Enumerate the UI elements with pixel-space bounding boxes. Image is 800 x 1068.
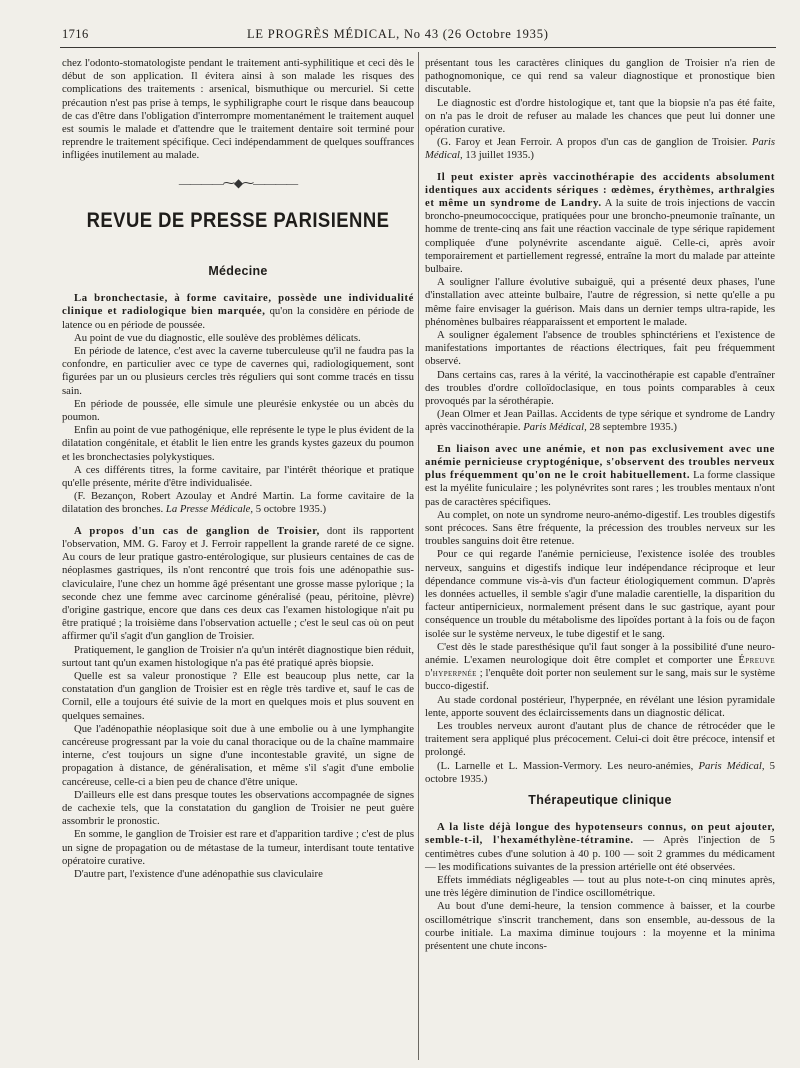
paragraph: Au stade cordonal postérieur, l'hyperpnée, en révélant une lésion pyramidale lente, apporte souvent des éclaircissements dans un diagnostic délicat. [425, 693, 775, 719]
paragraph: Enfin au point de vue pathogénique, elle représente le type le plus évident de la dilatation congénitale, et établit le lien entre les grands kystes gazeux du poumon et les bronchectasies polykystiques. [62, 424, 414, 463]
paragraph: D'ailleurs elle est dans presque toutes les observations accompagnée de signes de cachexie tels, que la constatation du ganglion de Troisier ne peut guère assombrir le pronostic. [62, 788, 414, 828]
paragraph: D'autre part, l'existence d'une adénopathie sus claviculaire [74, 867, 323, 880]
paragraph: Au complet, on note un syndrome neuro-anémo-digestif. Les troubles digestifs sont précoces. Sans être fréquente, la précession des troubles nerveux sur les troubles sanguins doit être retenue. [425, 508, 775, 548]
article-lead: La bronchectasie, à forme cavitaire, possède une individualité clinique et radiologique bien marquée, [62, 292, 414, 318]
paragraph: A souligner également l'absence de troubles sphinctériens et l'existence de manifestations importantes de réactions électriques, fait peu fréquemment observé. [425, 329, 775, 368]
paragraph: A ces différents titres, la forme cavitaire, par l'intérêt théorique et pratique qu'elle présente, mérite d'être individualisée. [62, 463, 414, 490]
paragraph: Au bout d'une demi-heure, la tension commence à baisser, et la courbe oscillométrique s'inscrit tranchement, dans son ensemble, au-dessous de la courbe initiale. La maxima diminue toujours : la moyenne et la minima présentent une chute incons- [425, 900, 775, 952]
paragraph: Quelle est sa valeur pronostique ? Elle est beaucoup plus nette, car la constatation d'un ganglion de Troisier est en règle très tardive et, sauf le cas de Cornil, elle a toujours été suivie de la mort en quelques mois et plus souvent en quelques semaines. [62, 669, 414, 722]
article-lead: En liaison avec une anémie, et non pas exclusivement avec une anémie pernicieuse cryptogénique, s'observent des troubles nerveux plus fréquemment qu'on ne le croit habituellement. [425, 442, 775, 482]
article-paragraph: A propos d'un cas de ganglion de Troisier, dont ils rapportent l'observation, MM. G. Faroy et J. Ferroir rappellent la grande rareté de ce signe. Au cours de leur pratique gastro-entérologique, sur plusieurs centaines de cas de néoplasmes gastriques, ils n'ont rencontré que trois fois une adénopathie sus-claviculaire, l'une chez un homme âgé présentant une grosse masse pylorique ; la seconde chez une femme avec carcinome généralisé (peau, péritoine, plèvre) d'origine gastrique, encore que dans ces deux cas l'examen histologique n'ait pu être pratiqué ; la troisième dans l'observation actuelle ; c'est le seul cas où on peut affirmer qu'il s'agit d'un ganglion de Troisier. [62, 524, 414, 643]
citation: (G. Faroy et Jean Ferroir. A propos d'un cas de ganglion de Troisier. Paris Médical, 13 juillet 1935.) [425, 136, 775, 162]
citation: (Jean Olmer et Jean Paillas. Accidents de type sérique et syndrome de Landry après vaccinothérapie. Paris Médical, 28 septembre 1935.) [425, 408, 775, 434]
paragraph: Le diagnostic est d'ordre histologique et, tant que la biopsie n'a pas été faite, on n'a pas le droit de refuser au malade les chances que peut lui donner une opération curative. [425, 96, 775, 136]
article-lead: A propos d'un cas de ganglion de Troisier, [74, 524, 320, 537]
citation: (L. Larnelle et L. Massion-Vermory. Les neuro-anémies, Paris Médical, 5 octobre 1935.) [425, 759, 775, 785]
page-number: 1716 [62, 27, 89, 41]
paragraph: Au point de vue du diagnostic, elle soulève des problèmes délicats. [74, 331, 361, 344]
article-lead: A la liste déjà longue des hypotenseurs connus, on peut ajouter, semble-t-il, l'hexaméthylène-tétramine. [425, 821, 775, 847]
section-heading: REVUE DE PRESSE PARISIENNE [86, 208, 390, 232]
header-rule [60, 47, 776, 48]
paragraph: Pour ce qui regarde l'anémie pernicieuse, l'existence isolée des troubles nerveux, sanguins et digestifs indique leur indépendance réciproque et leur dépendance commune vis-à-vis d'un facteur étiologiquement commun. D'après les données actuelles, il semble s'agir d'une maladie carentielle, la disparition du facteur antipernicieux, normalement présent dans le suc gastrique, ayant pour conséquence un trouble du métabolisme des lipoïdes portant à la fois ou de façon isolée sur le système nerveux, le tube digestif et le sang. [425, 548, 775, 640]
article-paragraph: Il peut exister après vaccinothérapie des accidents absolument identiques aux accidents sériques : œdèmes, érythèmes, arthralgies et même un syndrome de Landry. A la suite de trois injections de vaccin broncho-pneumococcique, pratiquées pour une broncho-pneumonie traînante, un homme de trente-cinq ans fait une réaction vaccinale de type sérique rapidement compliquée d'une polynévrite ascendante aiguë. Celle-ci, après avoir temporairement et partiellement regressé, entraîne la mort du malade par atteinte bulbaire. [425, 170, 775, 276]
paragraph: En période de latence, c'est avec la caverne tuberculeuse qu'il ne faudra pas la confondre, en particulier avec ce type de cavernes qui, radiologiquement, sont figurées par un ou plusieurs cercles très réguliers qui sont comme tracés en tissu sain. [62, 345, 414, 397]
ornament-divider: ————⁓◆⁓———— [178, 175, 298, 190]
paragraph: En période de poussée, elle simule une pleurésie enkystée ou un abcès du poumon. [62, 397, 414, 424]
article-lead: Il peut exister après vaccinothérapie des accidents absolument identiques aux accidents sériques : œdèmes, érythèmes, arthralgies et même un syndrome de Landry. [425, 170, 775, 210]
subsection-heading: Médecine [208, 264, 268, 279]
paragraph: Effets immédiats négligeables — tout au plus note-t-on cinq minutes après, une très légère diminution de l'indice oscillométrique. [425, 873, 775, 900]
paragraph: A souligner l'allure évolutive subaiguë, qui a présenté deux phases, l'une d'installation avec atteinte bulbaire, l'autre de régression, si nette qu'elle a pu même faire envisager la guérison. Mais dans un dernier temps ultra-rapide, les phénomènes bulbaires réapparaissent et emportent le malade. [425, 276, 775, 328]
paragraph: C'est dès le stade paresthésique qu'il faut songer à la possibilité d'une neuro-anémie. L'examen neurologique doit être complet et comporter une Épreuve d'hyperpnée ; l'enquête doit porter non seulement sur le sang, mais sur le système bucco-digestif. [425, 640, 775, 693]
article-paragraph: La bronchectasie, à forme cavitaire, possède une individualité clinique et radiologique bien marquée, qu'on la considère en période de latence ou en période de poussée. [62, 292, 414, 331]
subsection-heading: Thérapeutique clinique [528, 792, 672, 807]
article-paragraph: En liaison avec une anémie, et non pas exclusivement avec une anémie pernicieuse cryptogénique, s'observent des troubles nerveux plus fréquemment qu'on ne le croit habituellement. La forme classique est la myélite funiculaire ; les polynévrites sont rares ; les troubles mentaux n'ont pas de caractères spécifiques. [425, 442, 775, 508]
paragraph: Dans certains cas, rares à la vérité, la vaccinothérapie est capable d'entraîner des troubles d'ordre colloïdoclasique, en tous points comparables à ceux provoqués par la sérothérapie. [425, 368, 775, 408]
paragraph: chez l'odonto-stomatologiste pendant le traitement anti-syphilitique et ceci dès le début de son application. Il évitera ainsi à son malade les risques des complications des traitements : arsenical, bismuthique ou mercuriel. Si cette précaution n'est pas prise à temps, le syphiligraphe court le risque dans beaucoup de cas d'être dans l'obligation d'interrompre momentanément le traitement auquel est soumis le malade et d'attendre que le traitement dentaire soit terminé pour reprendre le traitement spécifique. Ceci indépendamment de quelques souffrances infligées inutilement au malade. [62, 57, 414, 162]
left-column [62, 57, 414, 881]
paragraph: Que l'adénopathie néoplasique soit due à une embolie ou à une lymphangite cancéreuse progressant par la voie du canal thoracique ou de la chaîne mammaire interne, c'est toujours un signe d'une incontestable gravité, un signe de propagation à distance, de généralisation, et même s'il s'agit d'une embolie cancéreuse, celle-ci a bien peu de chance d'être unique. [62, 722, 414, 788]
citation: (F. Bezançon, Robert Azoulay et André Martin. La forme cavitaire de la dilatation des bronches. La Presse Médicale, 5 octobre 1935.) [62, 490, 414, 516]
paragraph: présentant tous les caractères cliniques du ganglion de Troisier n'a rien de pathognomonique, ce qui rend sa valeur diagnostique et pronostique bien discutable. [425, 57, 775, 96]
right-column [425, 57, 775, 953]
article-paragraph: A la liste déjà longue des hypotenseurs connus, on peut ajouter, semble-t-il, l'hexaméthylène-tétramine. — Après l'injection de 5 centimètres cubes d'une solution à 40 p. 100 — soit 2 grammes du médicament — les modifications suivantes de la pression artérielle ont été observées. [425, 821, 775, 873]
journal-title: LE PROGRÈS MÉDICAL, No 43 (26 Octobre 1935) [247, 27, 549, 41]
paragraph: Pratiquement, le ganglion de Troisier n'a qu'un intérêt diagnostique bien réduit, surtout tant qu'un examen histologique n'a pas été pratiqué après biopsie. [62, 643, 414, 669]
paragraph: Les troubles nerveux auront d'autant plus de chance de rétrocéder que le traitement sera appliqué plus précocement. Celui-ci doit être précoce, intensif et prolongé. [425, 719, 775, 759]
column-separator [418, 52, 419, 1060]
paragraph: En somme, le ganglion de Troisier est rare et d'apparition tardive ; c'est de plus un signe de propagation ou de métastase de la tumeur, interdisant toute tentative opératoire curative. [62, 828, 414, 867]
